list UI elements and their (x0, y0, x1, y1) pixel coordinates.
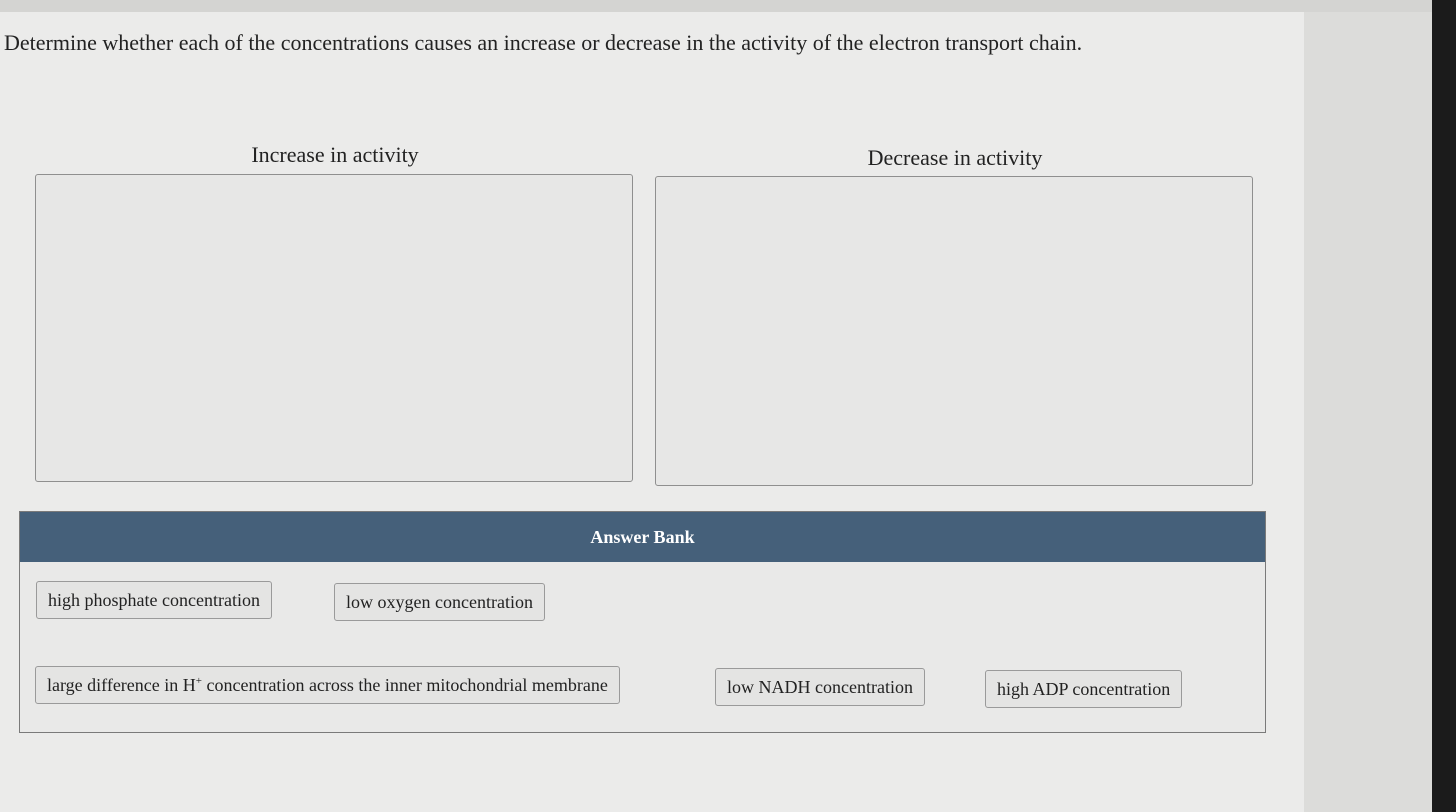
answer-chip-label: high phosphate concentration (48, 590, 260, 610)
decrease-drop-zone[interactable] (655, 176, 1253, 486)
answer-chip-h-plus-gradient[interactable] (35, 666, 620, 704)
answer-chip-high-phosphate[interactable] (36, 581, 272, 619)
answer-chip-label: low NADH concentration (727, 677, 913, 697)
answer-chip-label: large difference in H+ concentration across the inner mitochondrial membrane (47, 675, 608, 695)
top-strip (0, 0, 1456, 12)
question-prompt: Determine whether each of the concentrations causes an increase or decrease in the activity of the electron transport chain. (4, 30, 1083, 55)
answer-chip-low-oxygen[interactable] (334, 583, 545, 621)
screen-bezel (1432, 0, 1456, 812)
answer-chip-label: high ADP concentration (997, 679, 1171, 699)
increase-zone-title: Increase in activity (251, 142, 419, 167)
answer-chip-low-nadh[interactable] (715, 668, 925, 706)
answer-bank-header: Answer Bank (20, 512, 1265, 562)
answer-chip-label: low oxygen concentration (346, 592, 533, 612)
answer-chip-high-adp[interactable] (985, 670, 1182, 708)
decrease-zone-title: Decrease in activity (867, 145, 1043, 170)
increase-drop-zone[interactable] (35, 174, 633, 482)
